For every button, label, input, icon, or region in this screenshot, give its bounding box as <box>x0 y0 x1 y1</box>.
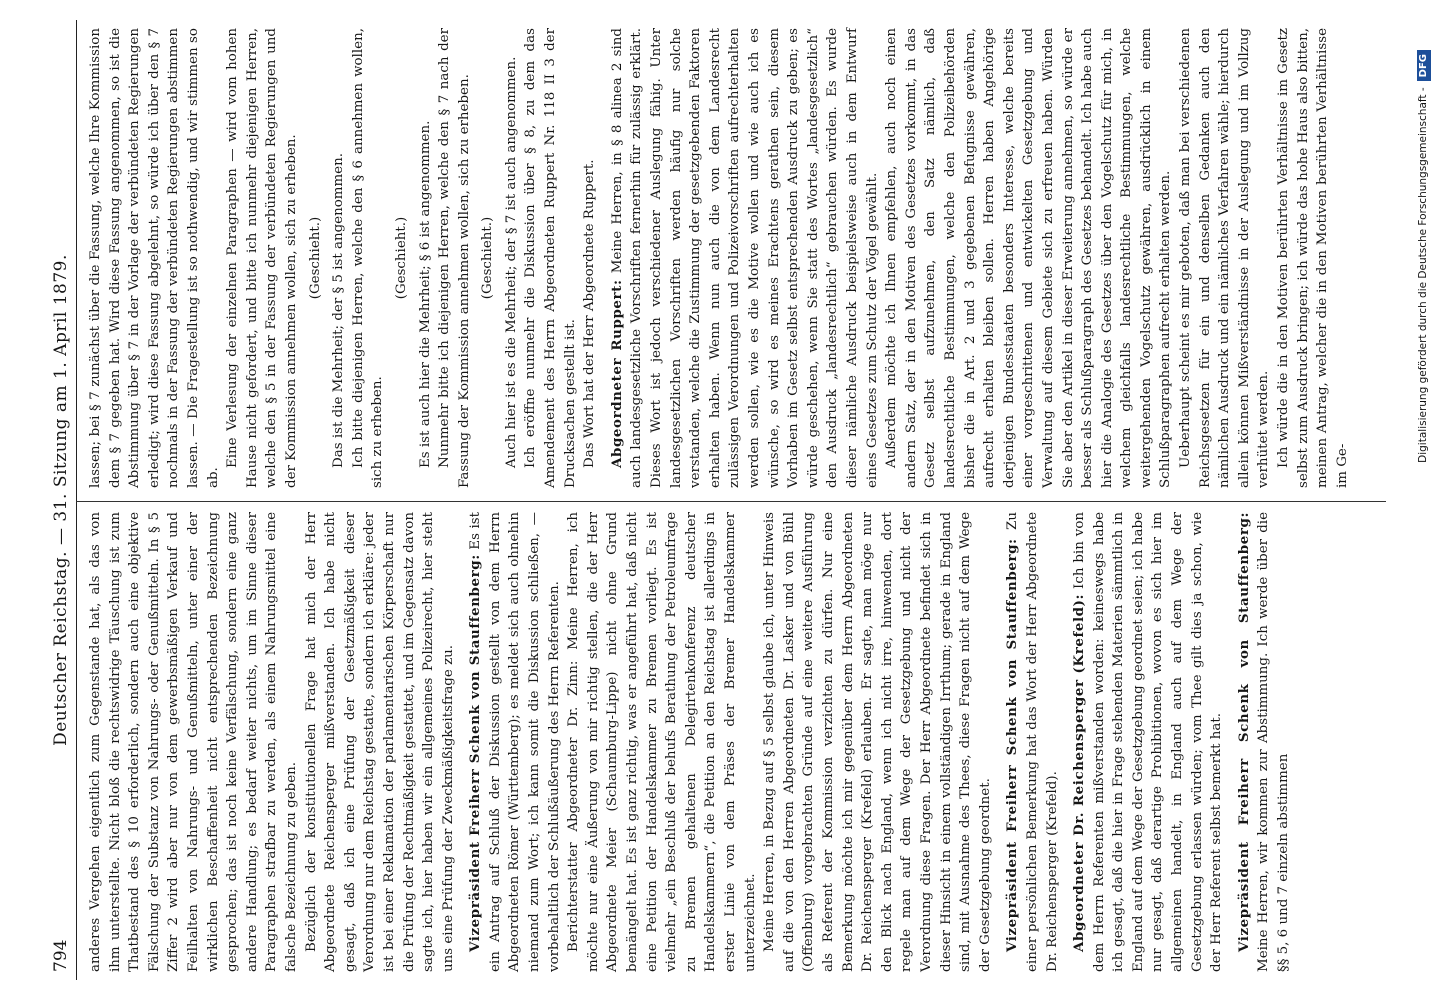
speech-text: Es ist ein Antrag auf Schluß der Diskussion gestellt von dem Herrn Abgeordneten Römer (Württemberg); es meldet sich auch ohnehin niemand zum Wort; ich kann somit die Diskussion schließen, — vorbehaltlich der Schlußäußerung des Herrn Referenten. <box>468 512 562 972</box>
speaker-name: Abgeordneter Dr. Reichensperger (Krefeld): <box>1071 593 1088 952</box>
paragraph: Außerdem möchte ich Ihnen empfehlen, auch noch einen andern Satz, der in den Motiven des Gesetzes vorkommt, in das Gesetz selbst aufzunehmen, den Satz nämlich, daß landesrechtliche Bestimmungen, welche den Polizeibehörden bisher die in Art. 2 und 3 gegebenen Befugnisse gewähren, aufrecht erhalten bleiben sollen. Herren haben Angehörige derjenigen Bundesstaaten besonders Interesse, welche bereits einer vorgeschrittenen und entwickelten Gesetzgebung und Verwaltung auf diesem Gebiete sich zu erfreuen haben. Würden Sie aber den Artikel in dieser Erweiterung annehmen, so würde er besser als Schlußparagraph des Gesetzes behandelt. Ich habe auch hier die Analogie des Gesetzes über den Vogelschutz für mich, in welchem gleichfalls landesrechtliche Bestimmungen, welche weitergehenden Vogelschutz gewähren, ausdrücklich in einem Schlußparagraphen aufrecht erhalten werden. <box>884 28 1174 488</box>
speaker-name: Vizepräsident Freiherr Schenk von Stauffenberg: <box>1235 512 1252 952</box>
paragraph: Eine Verlesung der einzelnen Paragraphen — wird vom hohen Hause nicht gefordert, und bitte ich nunmehr diejenigen Herren, welche den § 5 in der Fassung der verbündeten Regierungen und der Kommission annehmen wollen, sich zu erheben. <box>225 28 299 488</box>
speech-text: Meine Herren, wir kommen zur Abstimmung. Ich werde über die §§ 5, 6 und 7 einzeln abstimmen <box>1256 512 1292 972</box>
digitization-credit <box>1414 50 1432 950</box>
digitization-credit-strip <box>1414 0 1432 1000</box>
speech-text: Zu einer persönlichen Bemerkung hat das Wort der Herr Abgeordnete Dr. Reichensperger (Krefeld). <box>1005 512 1060 972</box>
column-divider <box>76 501 1386 502</box>
paragraph: Bezüglich der konstitutionellen Frage hat mich der Herr Abgeordnete Reichensperger mißverstanden. Ich habe nicht gesagt, daß ich eine Prüfung der Gesetzmäßigkeit dieser Verordnung nur dem Reichstag gestatte, sondern ich erkläre: jeder ist bei einer Reklamation der parlamentarischen Körperschaft nur die Prüfung der Rechtmäßigkeit gestattet, und im Gegensatz davon sagte ich, hier haben wir ein allgemeines Polizeirecht, hier steht uns eine Prüfung der Zweckmäßigkeitsfrage zu. <box>303 512 456 972</box>
page-header <box>46 20 77 980</box>
paragraph: Ich bitte diejenigen Herren, welche den § 6 annehmen wollen, sich zu erheben. <box>350 28 386 488</box>
speaker-paragraph <box>466 512 564 972</box>
page-number: 794 <box>51 939 71 972</box>
left-column <box>86 512 1294 972</box>
paragraph: Ich würde die in den Motiven berührten Verhältnisse im Gesetz selbst zum Ausdruck bringen; ich würde das hohe Haus also bitten, meinen Antrag, welcher die in den Motiven berührten Verhältnisse im Ge- <box>1276 28 1350 488</box>
dfg-logo: DFG <box>1417 50 1431 81</box>
stage-direction: (Geschieht.) <box>393 216 409 300</box>
speaker-name: Abgeordneter Ruppert: <box>608 279 625 468</box>
right-column <box>86 28 1352 488</box>
paragraph: Das ist die Mehrheit; der § 5 ist angenommen. <box>331 153 347 468</box>
stage-direction: (Geschieht.) <box>480 216 496 300</box>
paragraph: Ueberhaupt scheint es mir geboten, daß man bei verschiedenen Reichsgesetzen für ein und denselben Gedanken auch den nämlichen Ausdruck und ein nämliches Verfahren wähle; hierdurch allein können Mißverständnisse in der Auslegung und im Vollzug verhütet werden. <box>1178 28 1272 488</box>
speaker-paragraph <box>1070 512 1227 972</box>
page-title: Deutscher Reichstag. — 31. Sitzung am 1. April 1879. <box>51 254 71 746</box>
speaker-paragraph <box>1235 512 1294 972</box>
paragraph: Berichterstatter Abgeordneter Dr. Zinn: Meine Herren, ich möchte nur eine Äußerung von mir richtig stellen, die der Herr Abgeordnete Meier (Schaumburg-Lippe) nicht ohne Grund bemängelt hat. Es ist ganz richtig, was er angeführt hat, daß nicht eine Petition der Handelskammer zu Bremen vorliegt. Es ist vielmehr „ein Beschluß der behufs Berathung der Petroleumfrage zu Bremen gehaltenen Delegirtenkonferenz deutscher Handelskammern“, die Petition an den Reichstag ist allerdings in erster Linie von dem Präses der Bremer Handelskammer unterzeichnet. <box>566 512 758 972</box>
speaker-name: Vizepräsident Freiherr Schenk von Stauffenberg: <box>467 554 484 952</box>
rotated-page-content <box>46 20 1386 980</box>
paragraph: Das Wort hat der Herr Abgeordnete Ruppert. <box>582 159 598 468</box>
paragraph: anderes Vergehen eigentlich zum Gegenstande hat, als das von ihm unterstellte. Nicht bloß die rechtswidrige Täuschung ist zum Thatbestand des § 10 erforderlich, sondern auch eine objektive Fälschung der Substanz von Nahrungs- oder Genußmitteln. In § 5 Ziffer 2 wird aber nur von dem gewerbsmäßigen Verkauf und Feilhalten von Nahrungs- und Genußmitteln, unter einer der wirklichen Beschaffenheit nicht entsprechenden Bezeichnung gesprochen; das ist noch keine Verfälschung, sondern eine ganz andere Handlung; es bedarf weiter nichts, um im Sinne dieser Paragraphen strafbar zu werden, als einem Nahrungsmittel eine falsche Bezeichnung zu geben. <box>88 512 299 972</box>
speech-text: Meine Herren, in § 8 alinea 2 sind auch landesgesetzliche Vorschriften fernerhin für zulässig erklärt. Dieses Wort ist jedoch verschiedener Auslegung fähig. Unter landesgesetzlichen Vorschriften werden häufig nur solche verstanden, welche die Zustimmung der gesetzgebenden Faktoren erhalten haben. Wenn nun auch die von dem Landesrecht zulässigen Verordnungen und Polizeivorschriften aufrechterhalten werden sollen, wie es die Motive wollen und wie auch ich es wünsche, so wird es meines Erachtens gerathen sein, diesem Vorhaben im Gesetz selbst entsprechenden Ausdruck zu geben; es würde geschehen, wenn Sie statt des Wortes „landesgesetzlich“ den Ausdruck „landesrechtlich“ gebrauchen würden. Es wurde dieser nämliche Ausdruck beispielsweise auch in dem Entwurf eines Gesetzes zum Schutz der Vögel gewählt. <box>609 28 880 488</box>
stage-direction: (Geschieht.) <box>307 216 323 300</box>
speaker-paragraph <box>608 28 882 488</box>
paragraph: Ich eröffne nunmehr die Diskussion über § 8, zu dem das Amendement des Herrn Abgeordneten Ruppert Nr. 118 II 3 der Drucksachen gestellt ist. <box>523 28 578 488</box>
speaker-paragraph <box>1003 512 1062 972</box>
paragraph: Meine Herren, in Bezug auf § 5 selbst glaube ich, unter Hinweis auf die von den Herren Abgeordneten Dr. Lasker und von Bühl (Offenburg) vorgebrachten Gründe auf eine weitere Ausführung als Referent der Kommission verzichten zu dürfen. Nur eine Bemerkung möchte ich mir gegenüber dem Herrn Abgeordneten Dr. Reichensperger (Krefeld) erlauben. Er sagte, man möge nur den Blick nach England, wenn ich nicht irre, hinwenden, dort regele man auf dem Wege der Gesetzgebung und nicht der Verordnung diese Fragen. Der Herr Abgeordnete befindet sich in dieser Hinsicht in einem vollständigen Irrthum; gerade in England sind, mit Ausnahme des Thees, diese Fragen nicht auf dem Wege der Gesetzgebung geordnet. <box>762 512 993 972</box>
paragraph: lassen; bei § 7 zunächst über die Fassung, welche Ihre Kommission dem § 7 gegeben hat. Wird diese Fassung angenommen, so ist die Abstimmung über § 7 in der Vorlage der verbündeten Regierungen erledigt; wird diese Fassung abgelehnt, so würde ich über den § 7 nochmals in der Fassung der verbündeten Regierungen abstimmen lassen. — Die Fragestellung ist so nothwendig, und wir stimmen so ab. <box>88 28 221 488</box>
paragraph: Es ist auch hier die Mehrheit; § 6 ist angenommen. <box>417 120 433 468</box>
speech-text: Ich bin von dem Herrn Referenten mißverstanden worden: keineswegs habe ich gesagt, daß die hier in Frage stehenden Materien sämmtlich in England auf dem Wege der Gesetzgebung geordnet seien; ich habe nur gesagt, daß derartige Prohibitionen, wovon es sich hier im allgemeinen handelt, in England auch auf dem Wege der Gesetzgebung erlassen würden; vom Thee gilt dies ja schon, wie der Herr Referent selbst bemerkt hat. <box>1072 512 1225 972</box>
credit-text: Digitalisierung gefördert durch die Deutsche Forschungsgemeinschaft - <box>1417 87 1429 463</box>
speaker-name: Vizepräsident Freiherr Schenk von Stauffenberg: <box>1004 538 1021 952</box>
paragraph: Nunmehr bitte ich diejenigen Herren, welche den § 7 nach der Fassung der Kommission annehmen wollen, sich zu erheben. <box>437 28 472 488</box>
paragraph: Auch hier ist es die Mehrheit; der § 7 ist auch angenommen. <box>503 56 519 468</box>
